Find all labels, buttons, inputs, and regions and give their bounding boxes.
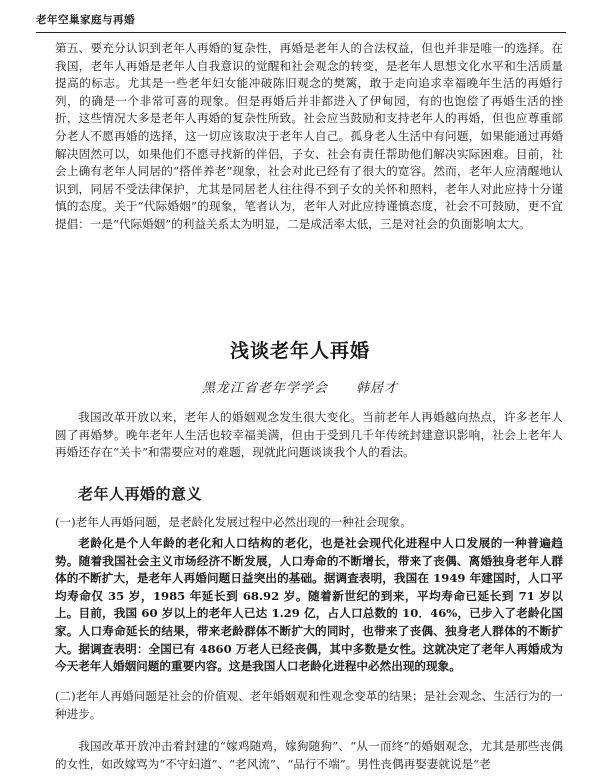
article-byline: 黑龙江省老年学学会 韩居才 bbox=[201, 381, 398, 396]
point-two-heading: (二)老年人再婚问题是社会的价值观、老年婚姻观和性观念变革的结果；是社会观念、生活行为的一种进步。 bbox=[55, 689, 563, 721]
point-one-heading: (一)老年人再婚问题，是老龄化发展过程中必然出现的一种社会现象。 bbox=[55, 515, 412, 529]
intro-paragraph: 第五、要充分认识到老年人再婚的复杂性，再婚是老年人的合法权益，但也并非是唯一的选择。在我国，老年人再婚是老年人自我意识的觉醒和社会观念的转变，是老年人思想文化水平和生活质量提高的标志。尤其是一些老年妇女能冲破陈旧观念的樊篱，敢于走向追求幸福晚年生活的再婚行列，的确是一个非常可喜的现象。但是再婚后并非都进入了伊甸园，有的也饱偿了再婚生活的挫折，这些情况大多是老年人再婚的复杂性所致。社会应当鼓励和支持老年人的再婚，但也应尊重部分老人不愿再婚的选择，这一切应该取决于老年人自己。孤身老人生活中有问题，如果能通过再婚解决固然可以，如果他们不愿寻找新的伴侣，子女、社会有责任帮助他们解决实际困难。目前，社会上确有老年人同居的“搭伴养老”现象，社会对此已经有了很大的宽容。然而，老年人应清醒地认识到，同居不受法律保护，尤其是同居老人往往得不到子女的关怀和照料，老年人对此应持十分谨慎的态度。关于“代际婚姻”的现象，笔者认为，老年人对此应持谨慎态度，社会不可鼓励，更不宜提倡：一是“代际婚姻”的利益关系太为明显，二是成活率太低，三是对社会的负面影响太大。 bbox=[55, 41, 563, 231]
point-two-body: 我国改革开放冲击着封建的“嫁鸡随鸡，嫁狗随狗”、“从一而终”的婚姻观念，尤其是那些丧偶的女性，如改嫁骂为“不守妇道”、“老风流”、“品行不端”。男性丧偶再娶妻就说是“老 bbox=[55, 739, 563, 771]
point-one-body: 老龄化是个人年龄的老化和人口结构的老化，也是社会现代化进程中人口发展的一种普遍趋势。随着我国社会主义市场经济不断发展，人口寿命的不断增长，带来了丧偶、离婚独身老年人群体的不断扩大，是老年人再婚问题日益突出的基础。据调查表明，我国在 1949 年建国时，人口平均寿命仅 35 岁，1985 年延长到 68.92 岁。随着新世纪的到来，平均寿命已延长到 71 岁以上。目前，我国 60 岁以上的老年人已达 1.29 亿，占人口总数的 10．46%，已步入了老龄化国家。人口寿命延长的结果，带来老龄群体不断扩大的同时，也带来了丧偶、独身老人群体的不断扩大。据调查表明：全国已有 4860 万老人已经丧偶，其中多数是女性。这就决定了老年人再婚成为今天老年人婚姻问题的重要内容。这是我国人口老龄化进程中必然出现的现象。 bbox=[55, 536, 563, 674]
section-heading: 老年人再婚的意义 bbox=[78, 485, 203, 503]
header-title: 老年空巢家庭与再婚 bbox=[36, 14, 135, 26]
running-header bbox=[36, 12, 566, 28]
header-rule bbox=[36, 32, 566, 33]
opening-paragraph: 我国改革开放以来，老年人的婚姻观念发生很大变化。当前老年人再婚越向热点，许多老年人圆了再婚梦。晚年老年人生活也较幸福美满，但由于受到几千年传统封建意识影响，社会上老年人再婚还存在“关卡”和需要应对的难题，现就此问题谈谈我个人的看法。 bbox=[55, 410, 563, 460]
article-title: 浅谈老年人再婚 bbox=[229, 340, 370, 362]
